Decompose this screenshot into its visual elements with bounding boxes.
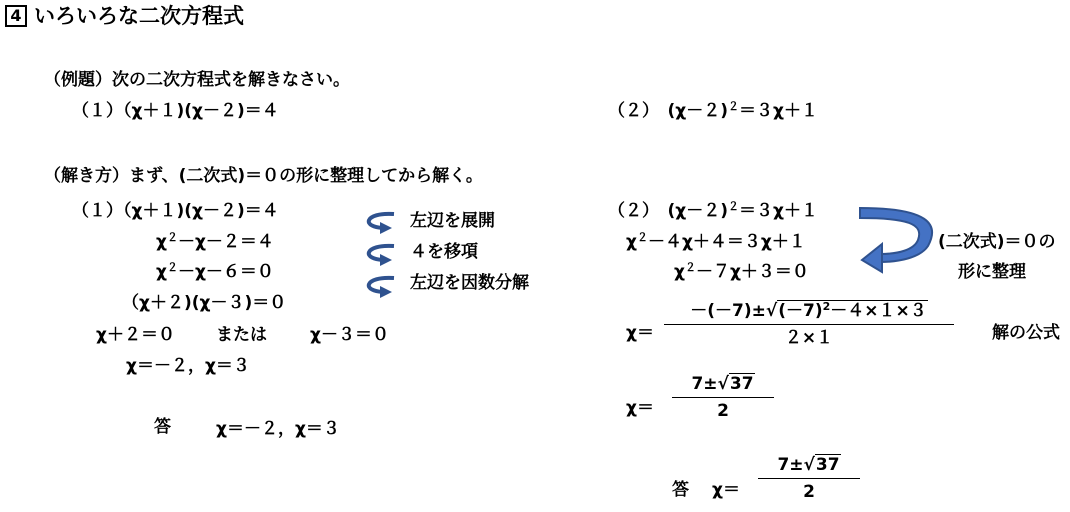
s2-answer-label: 答 bbox=[672, 480, 689, 500]
section-number-box: 4 bbox=[5, 5, 27, 27]
formula-lhs: χ＝ bbox=[626, 323, 654, 343]
section-title: いろいろな二次方程式 bbox=[34, 4, 244, 28]
step-arrows-icon bbox=[358, 206, 408, 306]
s1-line-1: （１）（χ＋１)(χ－２)＝４ bbox=[72, 201, 279, 221]
s1-answer-label: 答 bbox=[154, 417, 171, 437]
s1-line-2: $\chi^2-\chi-2=4$ bbox=[156, 231, 274, 252]
example-label: （例題）次の二次方程式を解きなさい。 bbox=[44, 70, 350, 90]
example-problem-2: （２） $(\chi-2)^2=3\chi+1$ bbox=[608, 100, 818, 121]
s2-line-3: $\chi^2-7\chi+3=0$ bbox=[674, 261, 809, 282]
s1-note-3: 左辺を因数分解 bbox=[410, 273, 529, 293]
formula-numerator: $-(-7)\pm√(-7)^2-4\times 1\times 3$ bbox=[690, 300, 927, 321]
example-problem-1: （１）（χ＋１)(χ－２)＝４ bbox=[72, 101, 279, 121]
s1-line-6: χ＝－２，χ＝３ bbox=[126, 356, 250, 376]
formula-denominator: ２×１ bbox=[784, 328, 834, 348]
s1-note-1: 左辺を展開 bbox=[410, 211, 495, 231]
formula-note: 解の公式 bbox=[992, 323, 1060, 343]
s1-note-2: ４を移項 bbox=[410, 242, 478, 262]
s2-answer-lhs: χ＝ bbox=[712, 480, 740, 500]
s1-line-3: $\chi^2-\chi-6=0$ bbox=[156, 261, 274, 282]
s1-line-5b: χ－３＝０ bbox=[310, 325, 389, 345]
s1-or: または bbox=[216, 325, 267, 345]
s2-line-1: （２） $(\chi-2)^2=3\chi+1$ bbox=[608, 200, 818, 221]
s1-answer: χ＝－２，χ＝３ bbox=[216, 419, 340, 439]
s2-note-1: (二次式)＝０の bbox=[938, 232, 1056, 252]
simpl-fraction: 7±√37 2 bbox=[672, 373, 774, 422]
method-label: （解き方）まず、(二次式)＝０の形に整理してから解く。 bbox=[44, 166, 483, 186]
formula-fraction bbox=[664, 300, 954, 349]
s2-answer-fraction: 7±√37 2 bbox=[758, 454, 860, 503]
rearrange-arrow-icon bbox=[858, 204, 948, 274]
simpl-lhs: χ＝ bbox=[626, 398, 654, 418]
s1-line-5a: χ＋２＝０ bbox=[96, 325, 175, 345]
s1-line-4: （χ＋２)(χ－３)＝０ bbox=[122, 293, 287, 313]
s2-line-2: $\chi^2-4\chi+4=3\chi+1$ bbox=[626, 231, 806, 252]
s2-note-2: 形に整理 bbox=[958, 262, 1026, 282]
